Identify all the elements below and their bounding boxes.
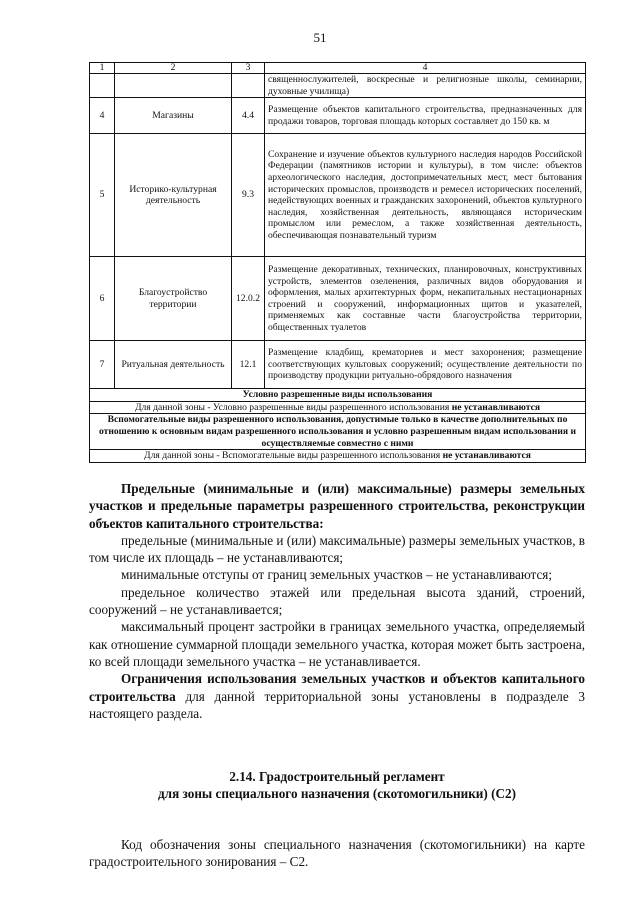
- limits-item-4: максимальный процент застройки в границах земельного участка, определяемый как отношение суммарной площади земельного участка, которая может быть застроена, ко всей площади земельного участка – не устанавливается.: [89, 619, 585, 669]
- auxiliary-uses-note: Для данной зоны - Вспомогательные виды разрешенного использования не устанавливаются: [90, 450, 586, 463]
- page-number: 51: [313, 30, 327, 45]
- use-name: Историко-культурная деятельность: [115, 134, 232, 257]
- section-heading: [89, 768, 585, 803]
- row-number: 7: [90, 341, 115, 389]
- limits-item-2: минимальные отступы от границ земельных участков – не устанавливаются;: [121, 567, 553, 583]
- limits-item-3: предельное количество этажей или предельная высота зданий, строений, сооружений – не устанавливается;: [89, 584, 585, 618]
- auxiliary-uses-title: Вспомогательные виды разрешенного использования, допустимые только в качестве дополнительных по отношению к основным видам разрешенного использования и условно разрешенным видам использования и осуществляемые совместно с ними: [90, 414, 586, 450]
- use-name: Благоустройство территории: [115, 257, 232, 341]
- zone-code-paragraph: Код обозначения зоны специального назначения (скотомогильники) на карте градостроительного зонирования – С2.: [89, 837, 585, 870]
- use-code: 12.1: [232, 341, 265, 389]
- table-row: [90, 257, 586, 341]
- conditional-uses-title-row: [90, 389, 586, 402]
- table-row-continuation: [90, 74, 586, 98]
- section-title-line-1: 2.14. Градостроительный регламент: [229, 769, 445, 784]
- header-col-4: 4: [265, 63, 586, 74]
- land-use-table: [89, 62, 586, 463]
- table-row: [90, 134, 586, 257]
- use-name: Магазины: [115, 98, 232, 134]
- use-code: 12.0.2: [232, 257, 265, 341]
- use-code: 9.3: [232, 134, 265, 257]
- auxiliary-uses-note-row: [90, 450, 586, 463]
- table-row: [90, 98, 586, 134]
- row-number: 4: [90, 98, 115, 134]
- auxiliary-uses-title-row: [90, 414, 586, 450]
- header-col-1: 1: [90, 63, 115, 74]
- table-header-row: [90, 63, 586, 74]
- continuation-text: священнослужителей, воскресные и религиозные школы, семинарии, духовные училища): [265, 74, 586, 98]
- use-description: Сохранение и изучение объектов культурного наследия народов Российской Федерации (памятников истории и культуры), в том числе: объектов археологического наследия, достопримечательных мест, мест бытования исторических промыслов, производств и ремесел исторических поселений, недействующих военных и гражданских захоронений, объектов культурного наследия, хозяйственная деятельность, являющаяся историческим промыслом или ремеслом, а также хозяйственная деятельность, обеспечивающая познавательный туризм: [265, 134, 586, 257]
- limits-heading: Предельные (минимальные и (или) максимальные) размеры земельных участков и предельные параметры разрешенного строительства, реконструкции объектов капитального строительства:: [89, 481, 585, 531]
- conditional-uses-title: Условно разрешенные виды использования: [90, 389, 586, 402]
- use-name: Ритуальная деятельность: [115, 341, 232, 389]
- use-description: Размещение кладбищ, крематориев и мест захоронения; размещение соответствующих культовых сооружений; осуществление деятельности по производству продукции ритуально-обрядового назначения: [265, 341, 586, 389]
- limits-section: [89, 480, 585, 722]
- header-col-3: 3: [232, 63, 265, 74]
- restrictions-paragraph: Ограничения использования земельных участков и объектов капитального строительства для данной территориальной зоны установлены в подразделе 3 настоящего раздела.: [89, 671, 585, 721]
- conditional-uses-note: Для данной зоны - Условно разрешенные виды разрешенного использования не устанавливаются: [90, 401, 586, 414]
- conditional-uses-note-row: [90, 401, 586, 414]
- header-col-2: 2: [115, 63, 232, 74]
- limits-item-1: предельные (минимальные и (или) максимальные) размеры земельных участков, в том числе их площадь – не устанавливаются;: [89, 532, 586, 566]
- code-section: [89, 836, 585, 871]
- use-description: Размещение декоративных, технических, планировочных, конструктивных устройств, элементов озеленения, различных видов оборудования и оформления, малых архитектурных форм, некапитальных нестационарных строений и сооружений, информационных щитов и указателей, применяемых как составные части благоустройства территории, общественных туалетов: [265, 257, 586, 341]
- row-number: 5: [90, 134, 115, 257]
- row-number: 6: [90, 257, 115, 341]
- section-title-line-2: для зоны специального назначения (скотомогильники) (С2): [158, 786, 516, 802]
- use-code: 4.4: [232, 98, 265, 134]
- table-row: [90, 341, 586, 389]
- use-description: Размещение объектов капитального строительства, предназначенных для продажи товаров, торговая площадь которых составляет до 150 кв. м: [265, 98, 586, 134]
